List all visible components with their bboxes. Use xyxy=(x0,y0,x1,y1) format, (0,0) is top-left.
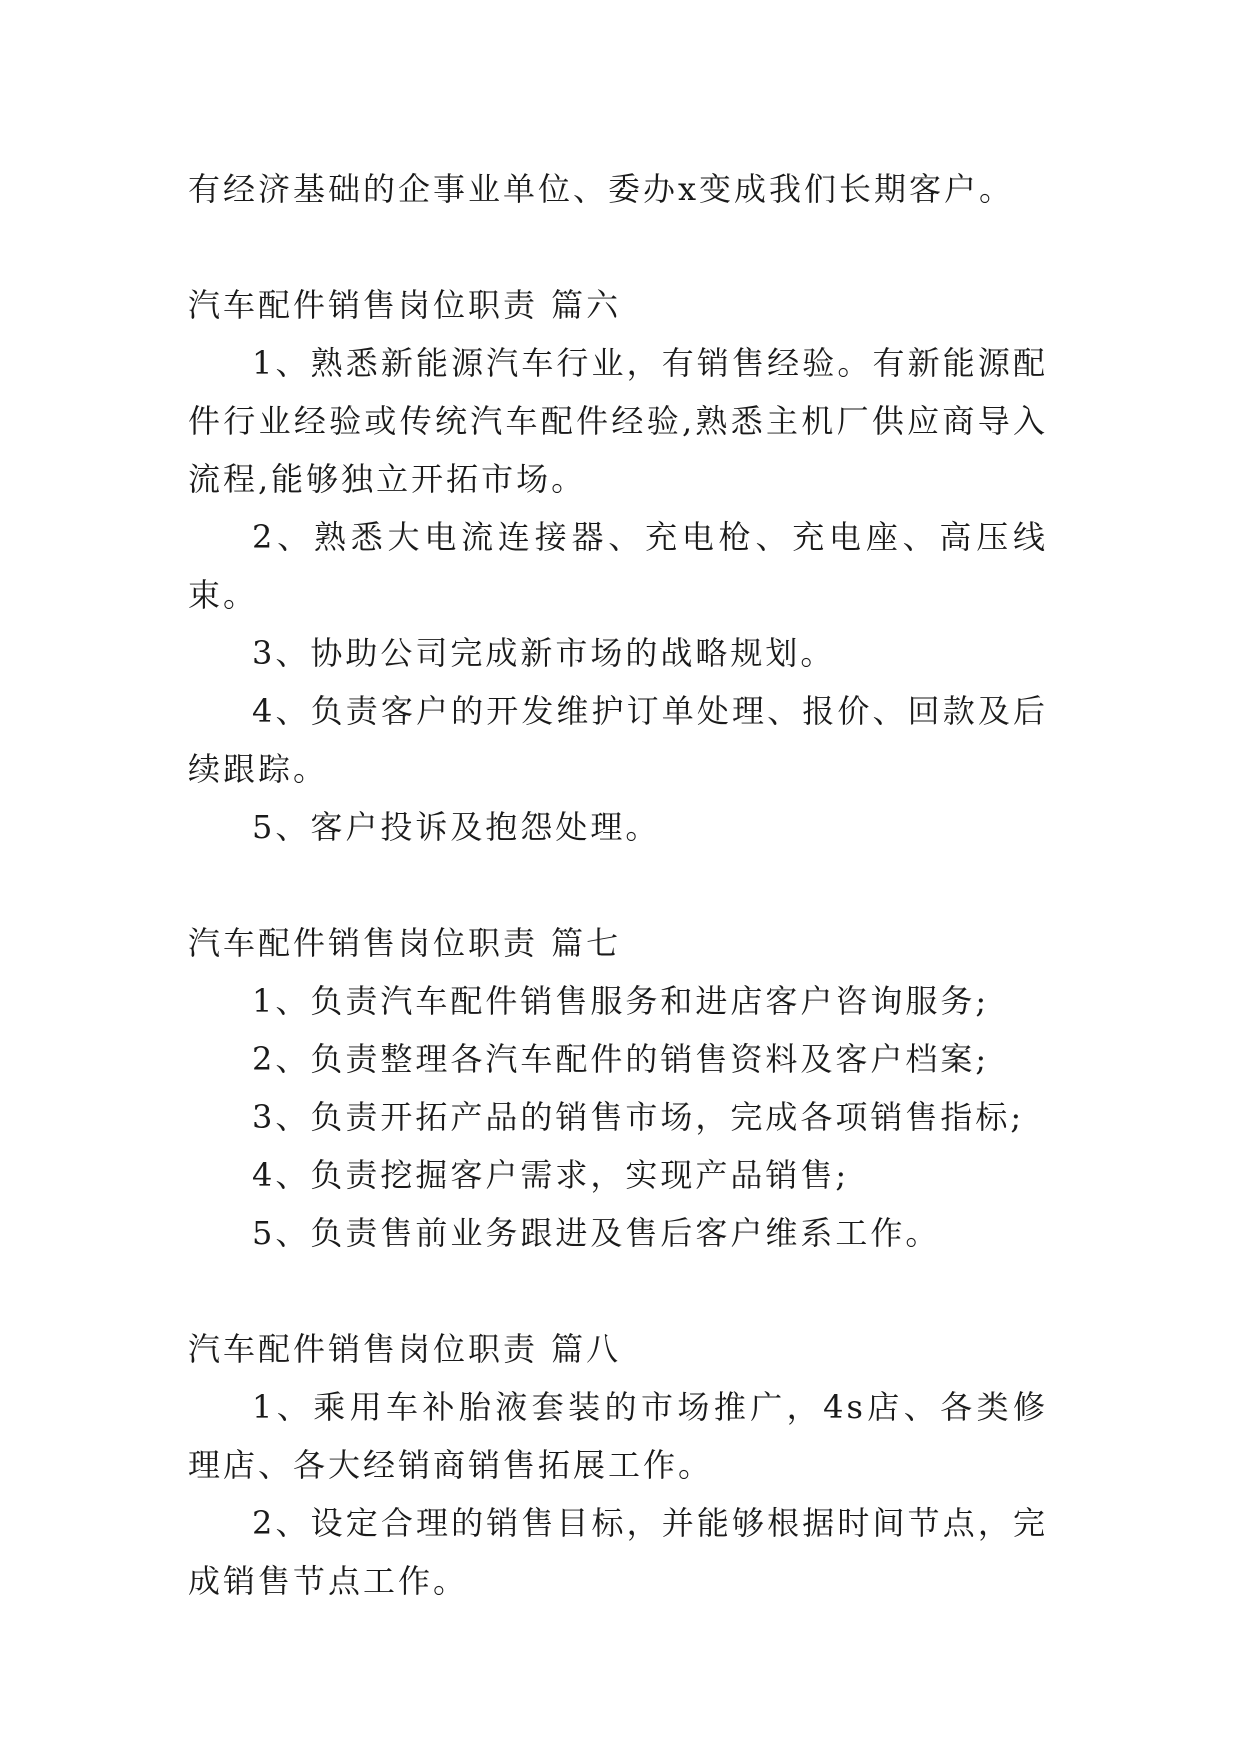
list-item: 3、负责开拓产品的销售市场，完成各项销售指标; xyxy=(252,1098,1025,1136)
section-heading-6: 汽车配件销售岗位职责 篇六 xyxy=(188,286,622,324)
list-item: 1、负责汽车配件销售服务和进店客户咨询服务; xyxy=(252,982,990,1020)
intro-continuation: 有经济基础的企事业单位、委办x变成我们长期客户。 xyxy=(188,170,1015,208)
list-item: 2、熟悉大电流连接器、充电枪、充电座、高压线束。 xyxy=(188,518,1048,614)
list-item: 1、乘用车补胎液套装的市场推广，4s店、各类修理店、各大经销商销售拓展工作。 xyxy=(188,1388,1048,1484)
list-item: 2、负责整理各汽车配件的销售资料及客户档案; xyxy=(252,1040,990,1078)
document-body xyxy=(188,160,1048,1610)
list-item: 5、客户投诉及抱怨处理。 xyxy=(252,808,661,846)
spacer xyxy=(188,1262,1048,1320)
list-item: 4、负责挖掘客户需求，实现产品销售; xyxy=(252,1156,850,1194)
list-item: 3、协助公司完成新市场的战略规划。 xyxy=(252,634,836,672)
section-heading-7: 汽车配件销售岗位职责 篇七 xyxy=(188,924,622,962)
list-item: 2、设定合理的销售目标，并能够根据时间节点，完成销售节点工作。 xyxy=(188,1504,1048,1600)
list-item: 4、负责客户的开发维护订单处理、报价、回款及后续跟踪。 xyxy=(188,692,1048,788)
list-item: 5、负责售前业务跟进及售后客户维系工作。 xyxy=(252,1214,941,1252)
list-item: 1、熟悉新能源汽车行业，有销售经验。有新能源配件行业经验或传统汽车配件经验,熟悉主机厂供应商导入流程,能够独立开拓市场。 xyxy=(188,344,1048,498)
section-heading-8: 汽车配件销售岗位职责 篇八 xyxy=(188,1330,622,1368)
spacer xyxy=(188,856,1048,914)
spacer xyxy=(188,218,1048,276)
